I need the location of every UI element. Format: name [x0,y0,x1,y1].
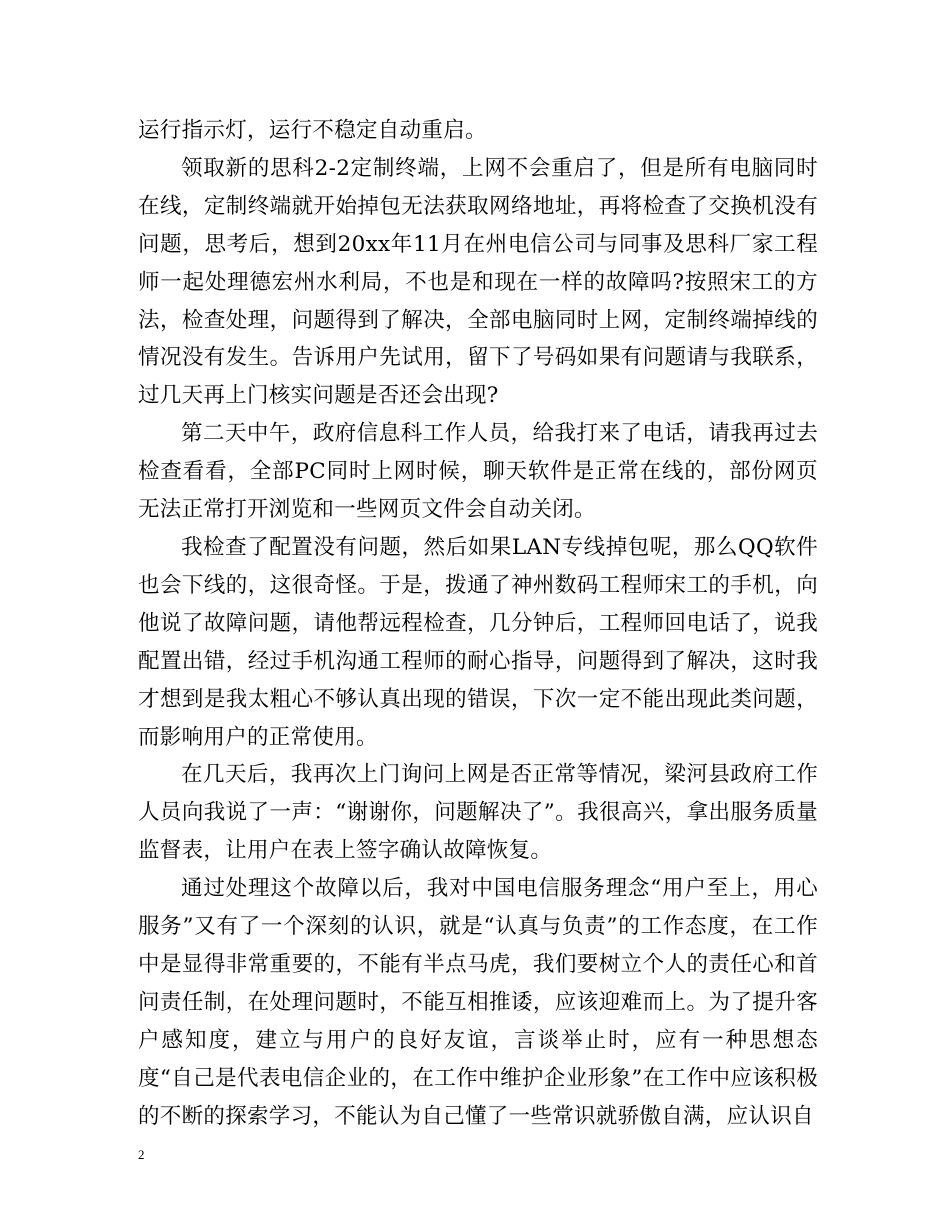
paragraph-continued: 运行指示灯，运行不稳定自动重启。 [138,118,487,143]
paragraph: 第二天中午，政府信息科工作人员，给我打来了电话，请我再过去检查看看，全部PC同时上网时候，聊天软件是正常在线的，部份网页无法正常打开浏览和一些网页文件会自动关闭。 [138,421,818,523]
paragraph: 领取新的思科2-2定制终端，上网不会重启了，但是所有电脑同时在线，定制终端就开始掉包无法获取网络地址，再将检查了交换机没有问题，思考后，想到20xx年11月在州电信公司与同事及思科厂家工程师一起处理德宏州水利局，不也是和现在一样的故障吗?按照宋工的方法，检查处理，问题得到了解决，全部电脑同时上网，定制终端掉线的情况没有发生。告诉用户先试用，留下了号码如果有问题请与我联系，过几天再上门核实问题是否还会出现? [138,155,818,409]
paragraph: 通过处理这个故障以后，我对中国电信服务理念“用户至上，用心服务”又有了一个深刻的认识，就是“认真与负责”的工作态度，在工作中是显得非常重要的，不能有半点马虎，我们要树立个人的责任心和首问责任制，在处理问题时，不能互相推诿，应该迎难而上。为了提升客户感知度，建立与用户的良好友谊，言谈举止时，应有一种思想态度“自己是代表电信企业的，在工作中维护企业形象”在工作中应该积极的不断的探索学习，不能认为自己懂了一些常识就骄傲自满，应认识自 [138,876,818,1129]
paragraph: 在几天后，我再次上门询问上网是否正常等情况，梁河县政府工作人员向我说了一声：“谢谢你，问题解决了”。我很高兴，拿出服务质量监督表，让用户在表上签字确认故障恢复。 [138,762,818,864]
page-number: 2 [138,1147,145,1162]
body-text [138,112,818,1135]
paragraph: 我检查了配置没有问题，然后如果LAN专线掉包呢，那么QQ软件也会下线的，这很奇怪。于是，拨通了神州数码工程师宋工的手机，向他说了故障问题，请他帮远程检查，几分钟后，工程师回电话了，说我配置出错，经过手机沟通工程师的耐心指导，问题得到了解决，这时我才想到是我太粗心不够认真出现的错误，下次一定不能出现此类问题，而影响用户的正常使用。 [138,534,818,750]
